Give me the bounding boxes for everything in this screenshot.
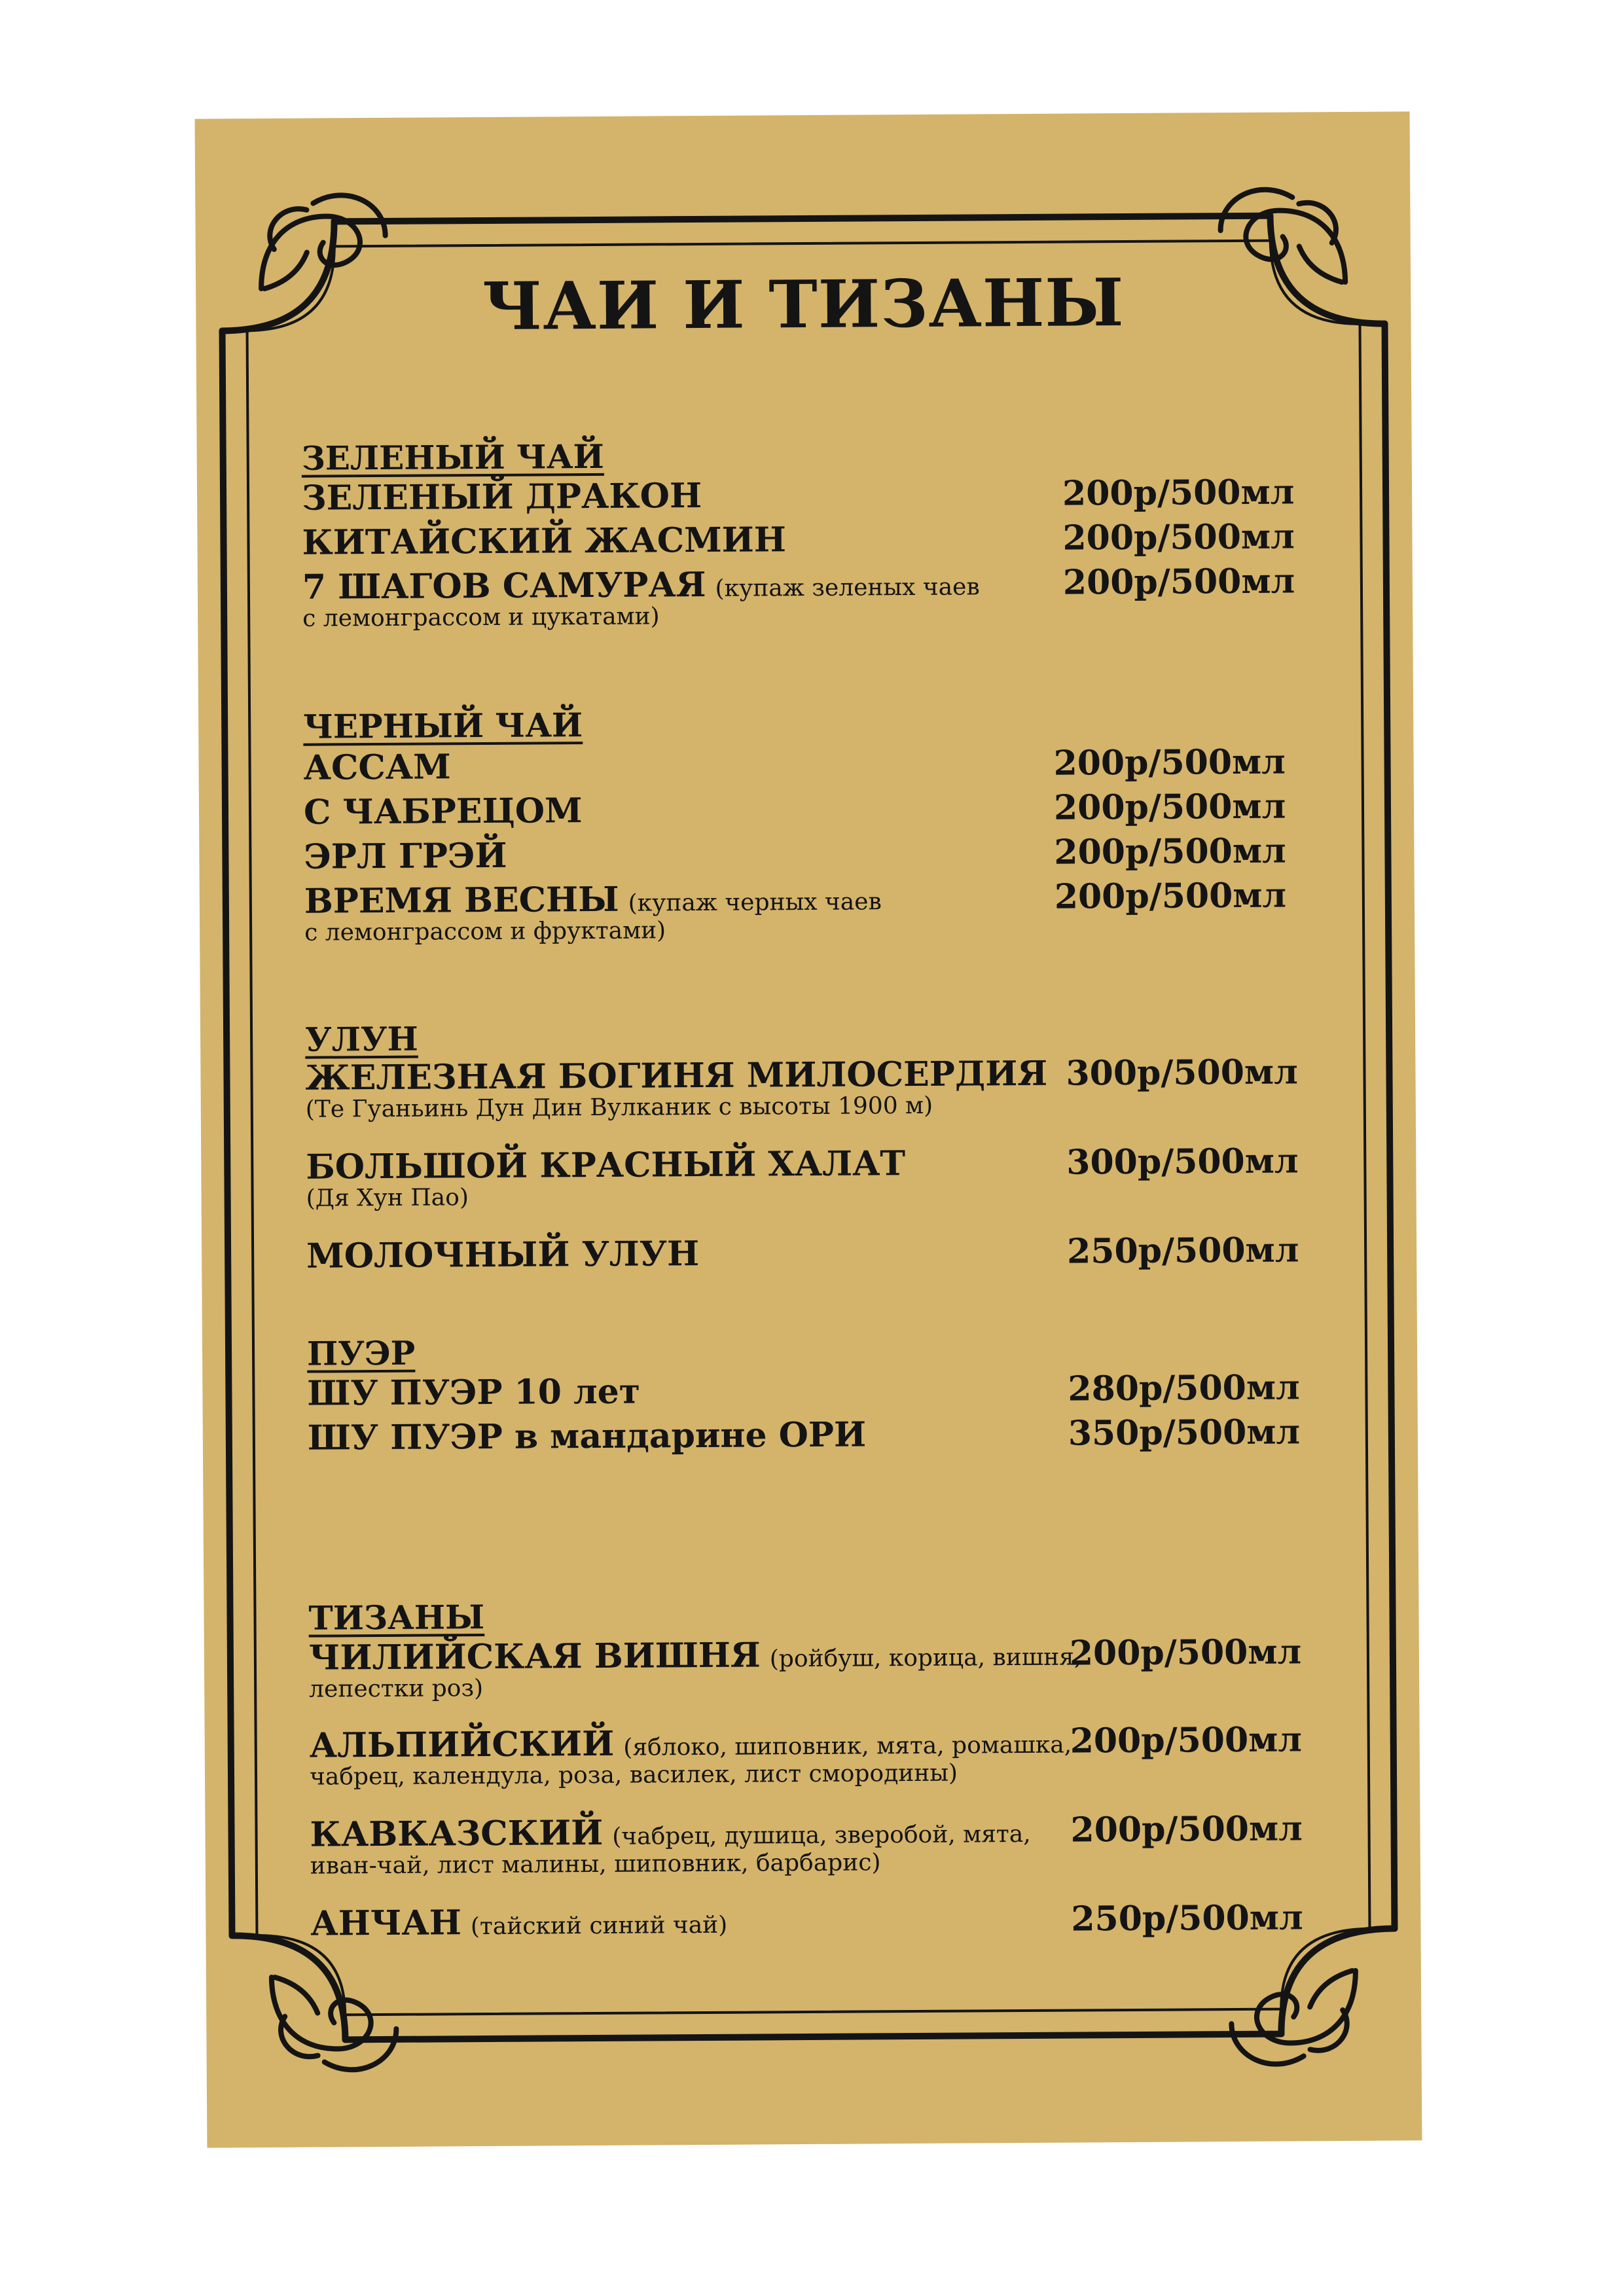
item-name: АНЧАН xyxy=(310,1903,462,1944)
menu-item xyxy=(306,1143,905,1187)
item-name: КИТАЙСКИЙ ЖАСМИН xyxy=(302,520,787,563)
item-price: 200р/500мл xyxy=(1062,561,1295,603)
section-heading: ТИЗАНЫ xyxy=(308,1598,485,1638)
item-description-continued: лепестки роз) xyxy=(309,1675,484,1703)
item-name: АССАМ xyxy=(303,747,451,788)
item-name: С ЧАБРЕЦОМ xyxy=(303,791,583,833)
item-price: 300р/500мл xyxy=(1066,1052,1298,1094)
menu-item xyxy=(304,791,583,833)
item-description-continued: с лемонграссом и фруктами) xyxy=(304,917,666,946)
item-description: (яблоко, шиповник, мята, ромашка, xyxy=(623,1731,1072,1761)
section-heading: ЗЕЛЕНЫЙ ЧАЙ xyxy=(301,437,604,478)
item-name: КАВКАЗСКИЙ xyxy=(310,1812,604,1855)
menu-item xyxy=(306,1234,699,1276)
item-name: БОЛЬШОЙ КРАСНЫЙ ХАЛАТ xyxy=(306,1143,906,1187)
item-name: ВРЕМЯ ВЕСНЫ xyxy=(304,879,619,922)
menu-body xyxy=(195,111,1422,2147)
item-name: ЖЕЛЕЗНАЯ БОГИНЯ МИЛОСЕРДИЯ xyxy=(305,1053,1048,1098)
menu-title: ЧАИ И ТИЗАНЫ xyxy=(482,264,1125,346)
menu-item xyxy=(307,1372,640,1414)
item-price: 350р/500мл xyxy=(1068,1412,1301,1454)
menu-item xyxy=(303,747,450,787)
item-name: МОЛОЧНЫЙ УЛУН xyxy=(306,1234,700,1276)
item-name: 7 ШАГОВ САМУРАЯ xyxy=(302,564,706,607)
item-description: (купаж черных чаев xyxy=(628,888,882,917)
item-price: 200р/500мл xyxy=(1070,1808,1303,1850)
item-description: (ройбуш, корица, вишня, xyxy=(769,1643,1082,1673)
item-description: (купаж зеленых чаев xyxy=(715,573,980,602)
item-price: 200р/500мл xyxy=(1062,472,1295,514)
item-price: 200р/500мл xyxy=(1062,516,1295,558)
item-price: 200р/500мл xyxy=(1070,1719,1303,1761)
section-heading: УЛУН xyxy=(304,1019,418,1059)
item-name: ШУ ПУЭР в мандарине ОРИ xyxy=(307,1414,867,1458)
item-description-continued: чабрец, календула, роза, василек, лист смородины) xyxy=(309,1759,958,1791)
menu-item xyxy=(302,520,786,563)
menu-card xyxy=(195,111,1422,2147)
item-price: 200р/500мл xyxy=(1054,831,1286,872)
item-name: ЗЕЛЕНЫЙ ДРАКОН xyxy=(301,475,702,518)
item-name: ЭРЛ ГРЭЙ xyxy=(304,835,507,877)
menu-item xyxy=(310,1901,727,1944)
item-description: (тайский синий чай) xyxy=(470,1911,728,1941)
item-description-continued: с лемонграссом и цукатами) xyxy=(302,603,660,632)
menu-item xyxy=(302,476,702,518)
item-description-continued: (Те Гуаньинь Дун Дин Вулканик с высоты 1900 м) xyxy=(305,1092,933,1123)
item-price: 250р/500мл xyxy=(1066,1230,1299,1272)
item-description-continued: (Дя Хун Пао) xyxy=(306,1184,469,1212)
item-price: 200р/500мл xyxy=(1053,742,1286,783)
menu-item xyxy=(309,1633,1082,1677)
item-price: 200р/500мл xyxy=(1054,875,1287,917)
section-heading: ПУЭР xyxy=(306,1333,416,1373)
item-name: АЛЬПИЙСКИЙ xyxy=(309,1723,615,1766)
menu-item xyxy=(308,1414,867,1458)
item-name: ЧИЛИЙСКАЯ ВИШНЯ xyxy=(308,1635,761,1678)
item-price: 300р/500мл xyxy=(1066,1141,1299,1183)
item-name: ШУ ПУЭР 10 лет xyxy=(307,1371,641,1414)
item-price: 200р/500мл xyxy=(1069,1632,1302,1674)
section-heading: ЧЕРНЫЙ ЧАЙ xyxy=(303,706,583,746)
item-description: (чабрец, душица, зверобой, мята, xyxy=(612,1820,1031,1850)
menu-item xyxy=(304,836,507,877)
item-description-continued: иван-чай, лист малины, шиповник, барбарис) xyxy=(310,1849,881,1880)
item-price: 280р/500мл xyxy=(1068,1367,1300,1409)
menu-item xyxy=(305,1054,1047,1098)
menu-item xyxy=(310,1721,1072,1766)
menu-item xyxy=(302,563,980,607)
item-price: 200р/500мл xyxy=(1053,786,1286,828)
menu-item xyxy=(304,878,882,921)
menu-item xyxy=(310,1810,1030,1855)
item-price: 250р/500мл xyxy=(1071,1897,1303,1939)
